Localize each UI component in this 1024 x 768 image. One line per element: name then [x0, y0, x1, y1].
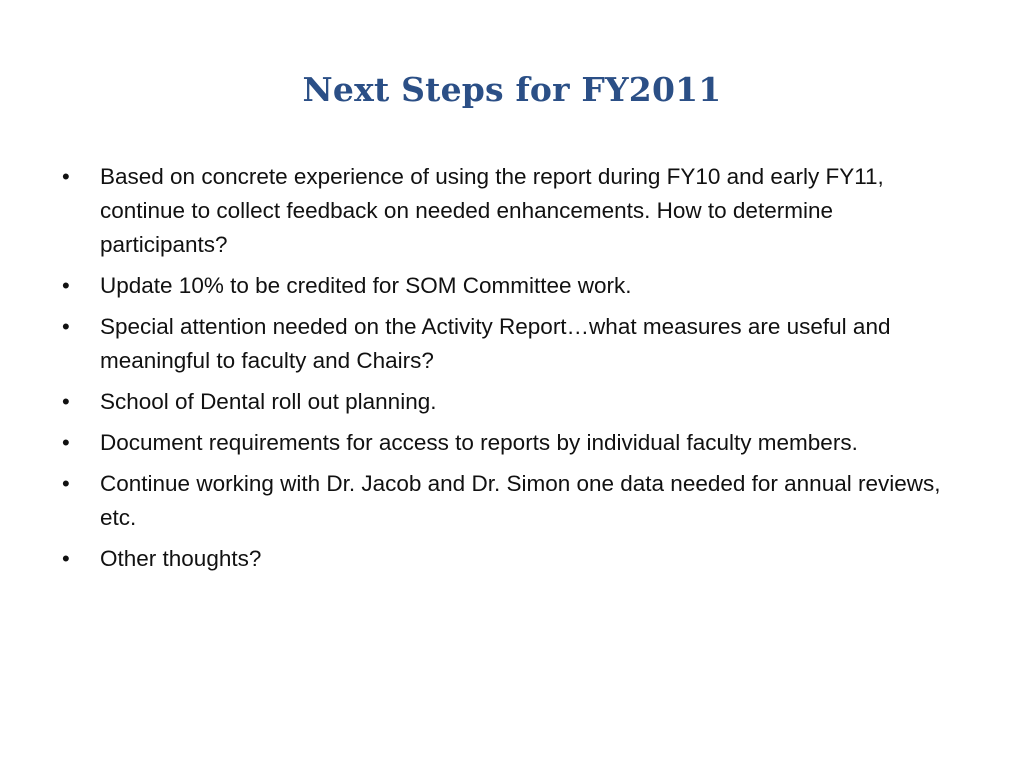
bullet-icon: •: [62, 430, 70, 455]
bullet-text: Based on concrete experience of using the report during FY10 and early FY11, continue to collect feedback on needed enhancements. How to determine participants?: [100, 164, 884, 257]
bullet-text: Update 10% to be credited for SOM Committee work.: [100, 273, 632, 298]
bullet-text: Other thoughts?: [100, 546, 262, 571]
bullet-icon: •: [62, 273, 70, 298]
bullet-item: [62, 310, 962, 378]
slide-title: Next Steps for FY2011: [302, 70, 722, 109]
bullet-item: [62, 542, 962, 576]
bullet-text: Special attention needed on the Activity Report…what measures are useful and meaningful to faculty and Chairs?: [100, 314, 891, 373]
bullet-text: Continue working with Dr. Jacob and Dr. Simon one data needed for annual reviews, etc.: [100, 471, 941, 530]
bullet-item: [62, 426, 962, 460]
bullet-icon: •: [62, 389, 70, 414]
bullet-icon: •: [62, 164, 70, 189]
bullet-icon: •: [62, 546, 70, 571]
bullet-text: School of Dental roll out planning.: [100, 389, 437, 414]
bullet-icon: •: [62, 471, 70, 496]
bullet-text: Document requirements for access to reports by individual faculty members.: [100, 430, 858, 455]
bullet-item: [62, 160, 962, 262]
bullet-icon: •: [62, 314, 70, 339]
bullet-item: [62, 385, 962, 419]
bullet-list: [62, 160, 962, 583]
bullet-item: [62, 467, 962, 535]
bullet-item: [62, 269, 962, 303]
